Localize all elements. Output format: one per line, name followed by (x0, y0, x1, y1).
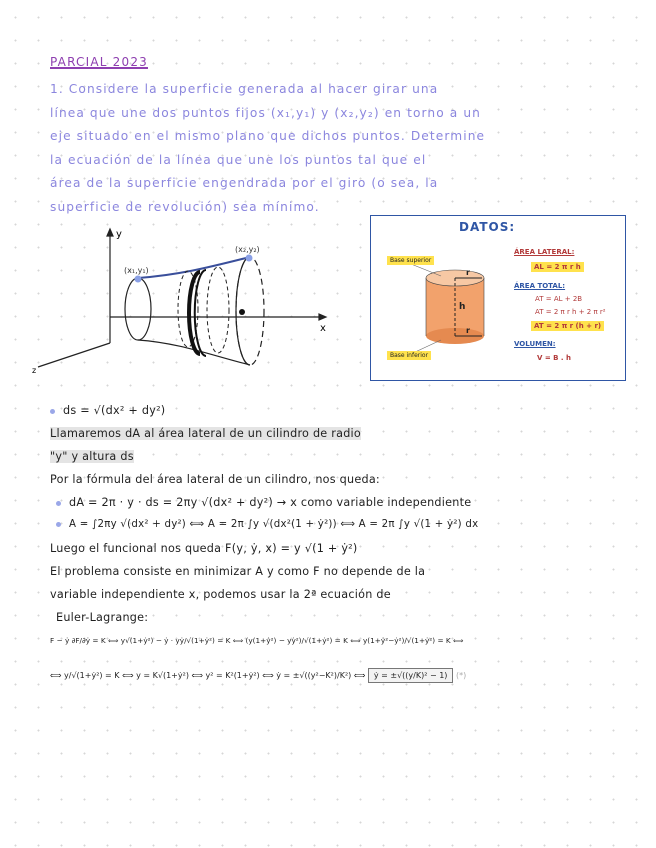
volumen-formula: V = B . h (537, 354, 572, 362)
equation-line-1: F − ẏ ∂F/∂ẏ = K ⟺ y√(1+ẏ²) − ẏ · yẏ/√(1+ẏ²) = K ⟺ (y(1+ẏ²) − yẏ²)/√(1+ẏ²) = K ⟺ y(1+ẏ²−ẏ²)/√(1+ẏ²) = K ⟺ (50, 636, 464, 645)
problem-line: superficie de revolución) sea mínimo. (50, 199, 320, 214)
area-total-3: AT = 2 π r (h + r) (531, 321, 604, 331)
height-label: h (459, 302, 466, 312)
problem-line-1: El problema consiste en minimizar A y como F no depende de la (50, 565, 426, 578)
y-axis-arrow (107, 229, 113, 236)
problem-statement (50, 78, 630, 219)
area-lateral-heading: ÁREA LATERAL: (514, 248, 575, 256)
bullet-da (56, 496, 641, 509)
funcional-line: Luego el funcional nos queda F(y, ẏ, x) = y √(1 + ẏ²) (50, 542, 358, 555)
boxed-result: ẏ = ±√((y/K)² − 1) (368, 668, 454, 683)
x-axis-label: x (320, 323, 326, 334)
problem-line: eje situado en el mismo plano que dichos puntos. Determine (50, 129, 486, 143)
radius-label-bottom: r (466, 326, 470, 335)
euler-lagrange-label: Euler-Lagrange: (56, 611, 149, 624)
exam-title: PARCIAL 2023 (50, 55, 148, 69)
x-axis-arrow (319, 314, 326, 320)
highlight-text: "y" y altura ds (50, 450, 134, 463)
highlight-line-1 (50, 427, 635, 440)
left-end-ellipse (125, 278, 151, 340)
problem-line-2: variable independiente x, podemos usar la 2ª ecuación de (50, 588, 391, 601)
area-lateral-formula: AL = 2 π r h (531, 262, 584, 272)
radius-label-top: r (466, 268, 470, 277)
point-2-label: (x₂,y₂) (235, 245, 260, 254)
highlight-text: Llamaremos dA al área lateral de un cilindro de radio (50, 427, 362, 440)
z-axis (38, 343, 110, 367)
volumen-heading: VOLUMEN: (514, 340, 556, 348)
axis-point (239, 309, 245, 315)
da-formula: dA = 2π · y · ds = 2πy √(dx² + dy²) → x como variable independiente (69, 496, 472, 509)
bullet-a (56, 519, 641, 530)
point-1 (135, 276, 142, 283)
problem-line: 1. Considere la superficie generada al hacer girar una (50, 82, 439, 96)
problem-line: línea que une dos puntos fijos (x₁,y₁) y (x₂,y₂) en torno a un (50, 105, 481, 120)
point-1-label: (x₁,y₁) (124, 266, 149, 275)
area-total-2: AT = 2 π r h + 2 π r² (535, 308, 606, 316)
bullet-dot (56, 522, 61, 527)
point-2 (246, 255, 253, 262)
problem-line: área de la superficie engendrada por el giro (o sea, la (50, 176, 439, 190)
cylinder-body (426, 278, 484, 336)
ds-line (50, 404, 635, 417)
area-total-1: AT = AL + 2B (535, 295, 583, 303)
ds-formula: ds = √(dx² + dy²) (63, 404, 166, 417)
base-inferior-label: Base inferior (387, 351, 431, 360)
highlight-line-2 (50, 450, 635, 463)
equation-main: ⟺ y/√(1+ẏ²) = K ⟺ y = K√(1+ẏ²) ⟺ y² = K²(1+ẏ²) ⟺ ẏ = ±√((y²−K²)/K²) ⟺ (50, 671, 366, 680)
z-axis-label: z (32, 366, 37, 375)
ds-strip-edge (195, 270, 206, 356)
y-axis-label: y (116, 229, 122, 240)
section-ellipse (207, 267, 229, 353)
equation-tag: (*) (455, 671, 467, 680)
datos-title: DATOS: (459, 220, 516, 234)
a-formula: A = ∫2πy √(dx² + dy²) ⟺ A = 2π ∫y √(dx²(1 + ẏ²)) ⟺ A = 2π ∫y √(1 + ẏ²) dx (69, 519, 479, 530)
datos-box (370, 215, 626, 381)
formula-intro: Por la fórmula del área lateral de un cilindro, nos queda: (50, 473, 380, 486)
revolution-surface-figure (30, 225, 350, 375)
bullet-dot (50, 409, 55, 414)
area-total-heading: ÁREA TOTAL: (514, 282, 566, 290)
problem-line: la ecuación de la línea que une los puntos tal que el (50, 152, 427, 167)
base-superior-label: Base superior (387, 256, 434, 265)
bullet-dot (56, 501, 61, 506)
equation-line-2 (50, 671, 635, 680)
